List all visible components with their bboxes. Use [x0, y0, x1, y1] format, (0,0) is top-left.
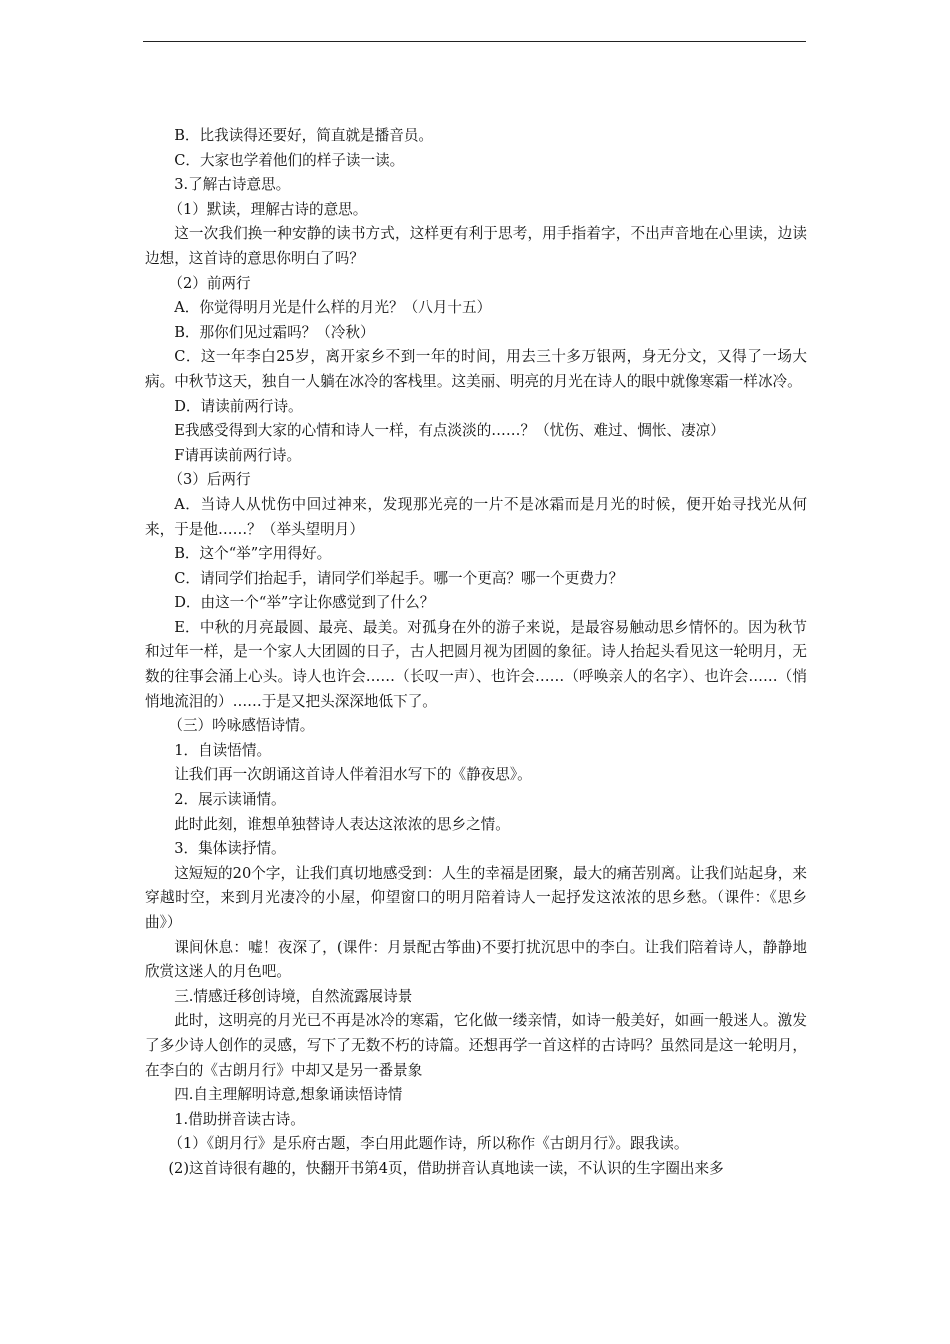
document-body — [145, 124, 807, 1182]
paragraph: （三）吟咏感悟诗情。 — [168, 717, 315, 735]
header-rule — [143, 41, 806, 42]
paragraph: B．比我读得还要好，简直就是播音员。 — [174, 127, 434, 144]
paragraph: D．由这一个“举”字让你感觉到了什么？ — [174, 594, 435, 612]
paragraph: （1）默读，理解古诗的意思。 — [168, 200, 368, 218]
paragraph: 这短短的20个字，让我们真切地感受到：人生的幸福是团聚，最大的痛苦别离。让我们站起身，来穿越时空，来到月光凄冷的小屋，仰望窗口的明月陪着诗人一起抒发这浓浓的思乡愁。（课件：《思乡曲》） — [145, 864, 807, 931]
paragraph: 3.了解古诗意思。 — [174, 176, 291, 194]
paragraph: E我感受得到大家的心情和诗人一样，有点淡淡的……？（忧伤、难过、惆怅、凄凉） — [174, 422, 725, 440]
paragraph: 四.自主理解明诗意,想象诵读悟诗情 — [174, 1086, 403, 1104]
paragraph: C．这一年李白25岁，离开家乡不到一年的时间，用去三十多万银两，身无分文，又得了一场大病。中秋节这天，独自一人躺在冰冷的客栈里。这美丽、明亮的月光在诗人的眼中就像寒霜一样冰冷。 — [145, 348, 807, 390]
paragraph: C．大家也学着他们的样子读一读。 — [174, 151, 405, 169]
paragraph: 此时此刻，谁想单独替诗人表达这浓浓的思乡之情。 — [174, 815, 510, 833]
paragraph: A．当诗人从忧伤中回过神来，发现那光亮的一片不是冰霜而是月光的时候，便开始寻找光从何来，于是他……？（举头望明月） — [145, 495, 807, 538]
paragraph: (2)这首诗很有趣的，快翻开书第4页，借助拼音认真地读一读，不认识的生字圈出来多 — [168, 1159, 724, 1177]
paragraph: 三.情感迁移创诗境，自然流露展诗景 — [174, 987, 413, 1005]
paragraph: 2．展示读诵情。 — [174, 791, 286, 809]
paragraph: A．你觉得明月光是什么样的月光？（八月十五） — [174, 299, 492, 317]
paragraph: F请再读前两行诗。 — [174, 446, 302, 464]
paragraph: 让我们再一次朗诵这首诗人伴着泪水写下的《静夜思》。 — [174, 766, 532, 784]
paragraph: 这一次我们换一种安静的读书方式，这样更有利于思考，用手指着字，不出声音地在心里读，边读边想，这首诗的意思你明白了吗？ — [145, 225, 807, 267]
paragraph: （2）前两行 — [168, 274, 251, 292]
paragraph: D．请读前两行诗。 — [174, 397, 303, 415]
paragraph: C．请同学们抬起手，请同学们举起手。哪一个更高？哪一个更费力？ — [174, 569, 624, 587]
paragraph: （1）《朗月行》是乐府古题，李白用此题作诗，所以称作《古朗月行》。跟我读。 — [168, 1135, 689, 1153]
paragraph: B．这个“举”字用得好。 — [174, 545, 332, 563]
paragraph: E．中秋的月亮最圆、最亮、最美。对孤身在外的游子来说，是最容易触动思乡情怀的。因为秋节和过年一样，是一个家人大团圆的日子，古人把圆月视为团圆的象征。诗人抬起头看见这一轮明月，无数的往事会涌上心头。诗人也许会……（长叹一声）、也许会……（呼唤亲人的名字）、也许会……（悄悄地流泪的）……于是又把头深深地低下了。 — [145, 618, 807, 710]
paragraph: 1．自读悟情。 — [174, 741, 272, 759]
paragraph: 3．集体读抒情。 — [174, 840, 286, 858]
paragraph: B．那你们见过霜吗？（冷秋） — [174, 323, 375, 341]
paragraph: （3）后两行 — [168, 471, 251, 489]
paragraph: 1.借助拼音读古诗。 — [174, 1110, 305, 1128]
paragraph: 课间休息：嘘！夜深了，(课件：月景配古筝曲)不要打扰沉思中的李白。让我们陪着诗人，静静地欣赏这迷人的月色吧。 — [145, 938, 807, 981]
paragraph: 此时，这明亮的月光已不再是冰冷的寒霜，它化做一缕亲情，如诗一般美好，如画一般迷人。激发了多少诗人创作的灵感，写下了无数不朽的诗篇。还想再学一首这样的古诗吗？虽然同是这一轮明月，在李白的《古朗月行》中却又是另一番景象 — [145, 1012, 807, 1079]
